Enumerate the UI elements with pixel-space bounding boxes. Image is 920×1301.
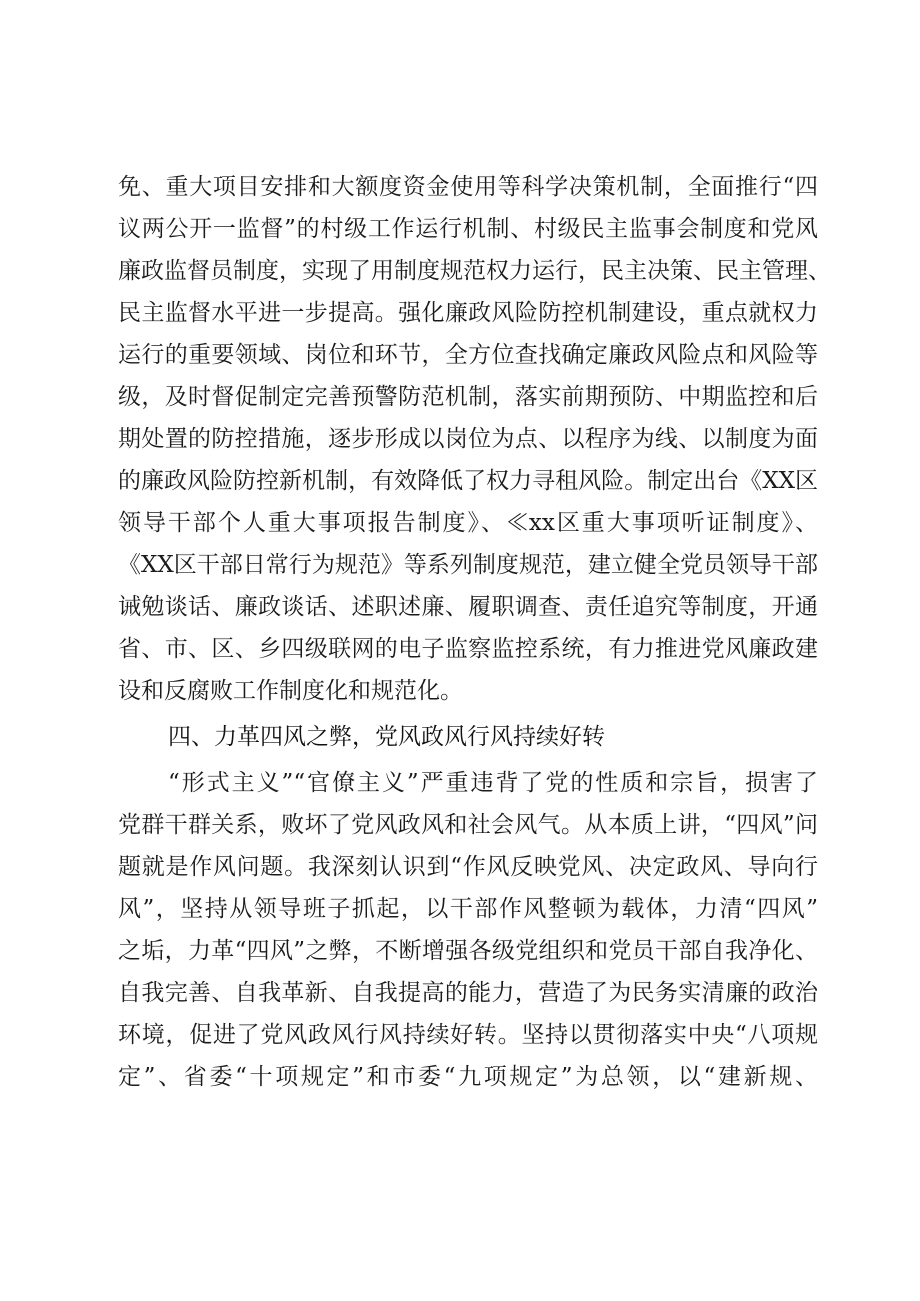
paragraph-line: 的廉政风险防控新机制，有效降低了权力寻租风险。制定出台《XX区	[118, 468, 818, 494]
section-heading: 四、力革四风之弊，党风政风行风持续好转	[168, 724, 605, 750]
paragraph-line: 运行的重要领域、岗位和环节，全方位查找确定廉政风险点和风险等	[118, 342, 818, 368]
paragraph-line: 廉政监督员制度，实现了用制度规范权力运行，民主决策、民主管理、	[118, 258, 831, 284]
paragraph-line: 级，及时督促制定完善预警防范机制，落实前期预防、中期监控和后	[118, 384, 818, 410]
paragraph-line: 领导干部个人重大事项报告制度》、≪xx区重大事项听证制度》、	[118, 510, 818, 536]
paragraph-line: 省、市、区、乡四级联网的电子监察监控系统，有力推进党风廉政建	[118, 636, 818, 662]
paragraph-line: 设和反腐败工作制度化和规范化。	[118, 678, 463, 704]
paragraph-line: 民主监督水平进一步提高。强化廉政风险防控机制建设，重点就权力	[118, 300, 818, 326]
paragraph-line: 期处置的防控措施，逐步形成以岗位为点、以程序为线、以制度为面	[118, 426, 818, 452]
paragraph-line: 环境，促进了党风政风行风持续好转。坚持以贯彻落实中央“八项规	[118, 1022, 818, 1048]
paragraph-line: 风”，坚持从领导班子抓起，以干部作风整顿为载体，力清“四风”	[118, 896, 818, 922]
paragraph-line: 免、重大项目安排和大额度资金使用等科学决策机制，全面推行“四	[118, 174, 818, 200]
paragraph-line: 党群干群关系，败坏了党风政风和社会风气。从本质上讲，“四风”问	[118, 812, 818, 838]
paragraph-line: “形式主义”“官僚主义”严重违背了党的性质和宗旨，损害了	[168, 770, 818, 796]
paragraph-line: 议两公开一监督”的村级工作运行机制、村级民主监事会制度和党风	[118, 216, 818, 242]
paragraph-line: 自我完善、自我革新、自我提高的能力，营造了为民务实清廉的政治	[118, 980, 818, 1006]
paragraph-line: 之垢，力革“四风”之弊，不断增强各级党组织和党员干部自我净化、	[118, 938, 818, 964]
paragraph-line: 题就是作风问题。我深刻认识到“作风反映党风、决定政风、导向行	[118, 854, 818, 880]
paragraph-line: 《XX区干部日常行为规范》等系列制度规范，建立健全党员领导干部	[118, 552, 818, 578]
paragraph-line: 诫勉谈话、廉政谈话、述职述廉、履职调查、责任追究等制度，开通	[118, 594, 818, 620]
paragraph-line: 定”、省委“十项规定”和市委“九项规定”为总领，以“建新规、	[118, 1064, 818, 1090]
